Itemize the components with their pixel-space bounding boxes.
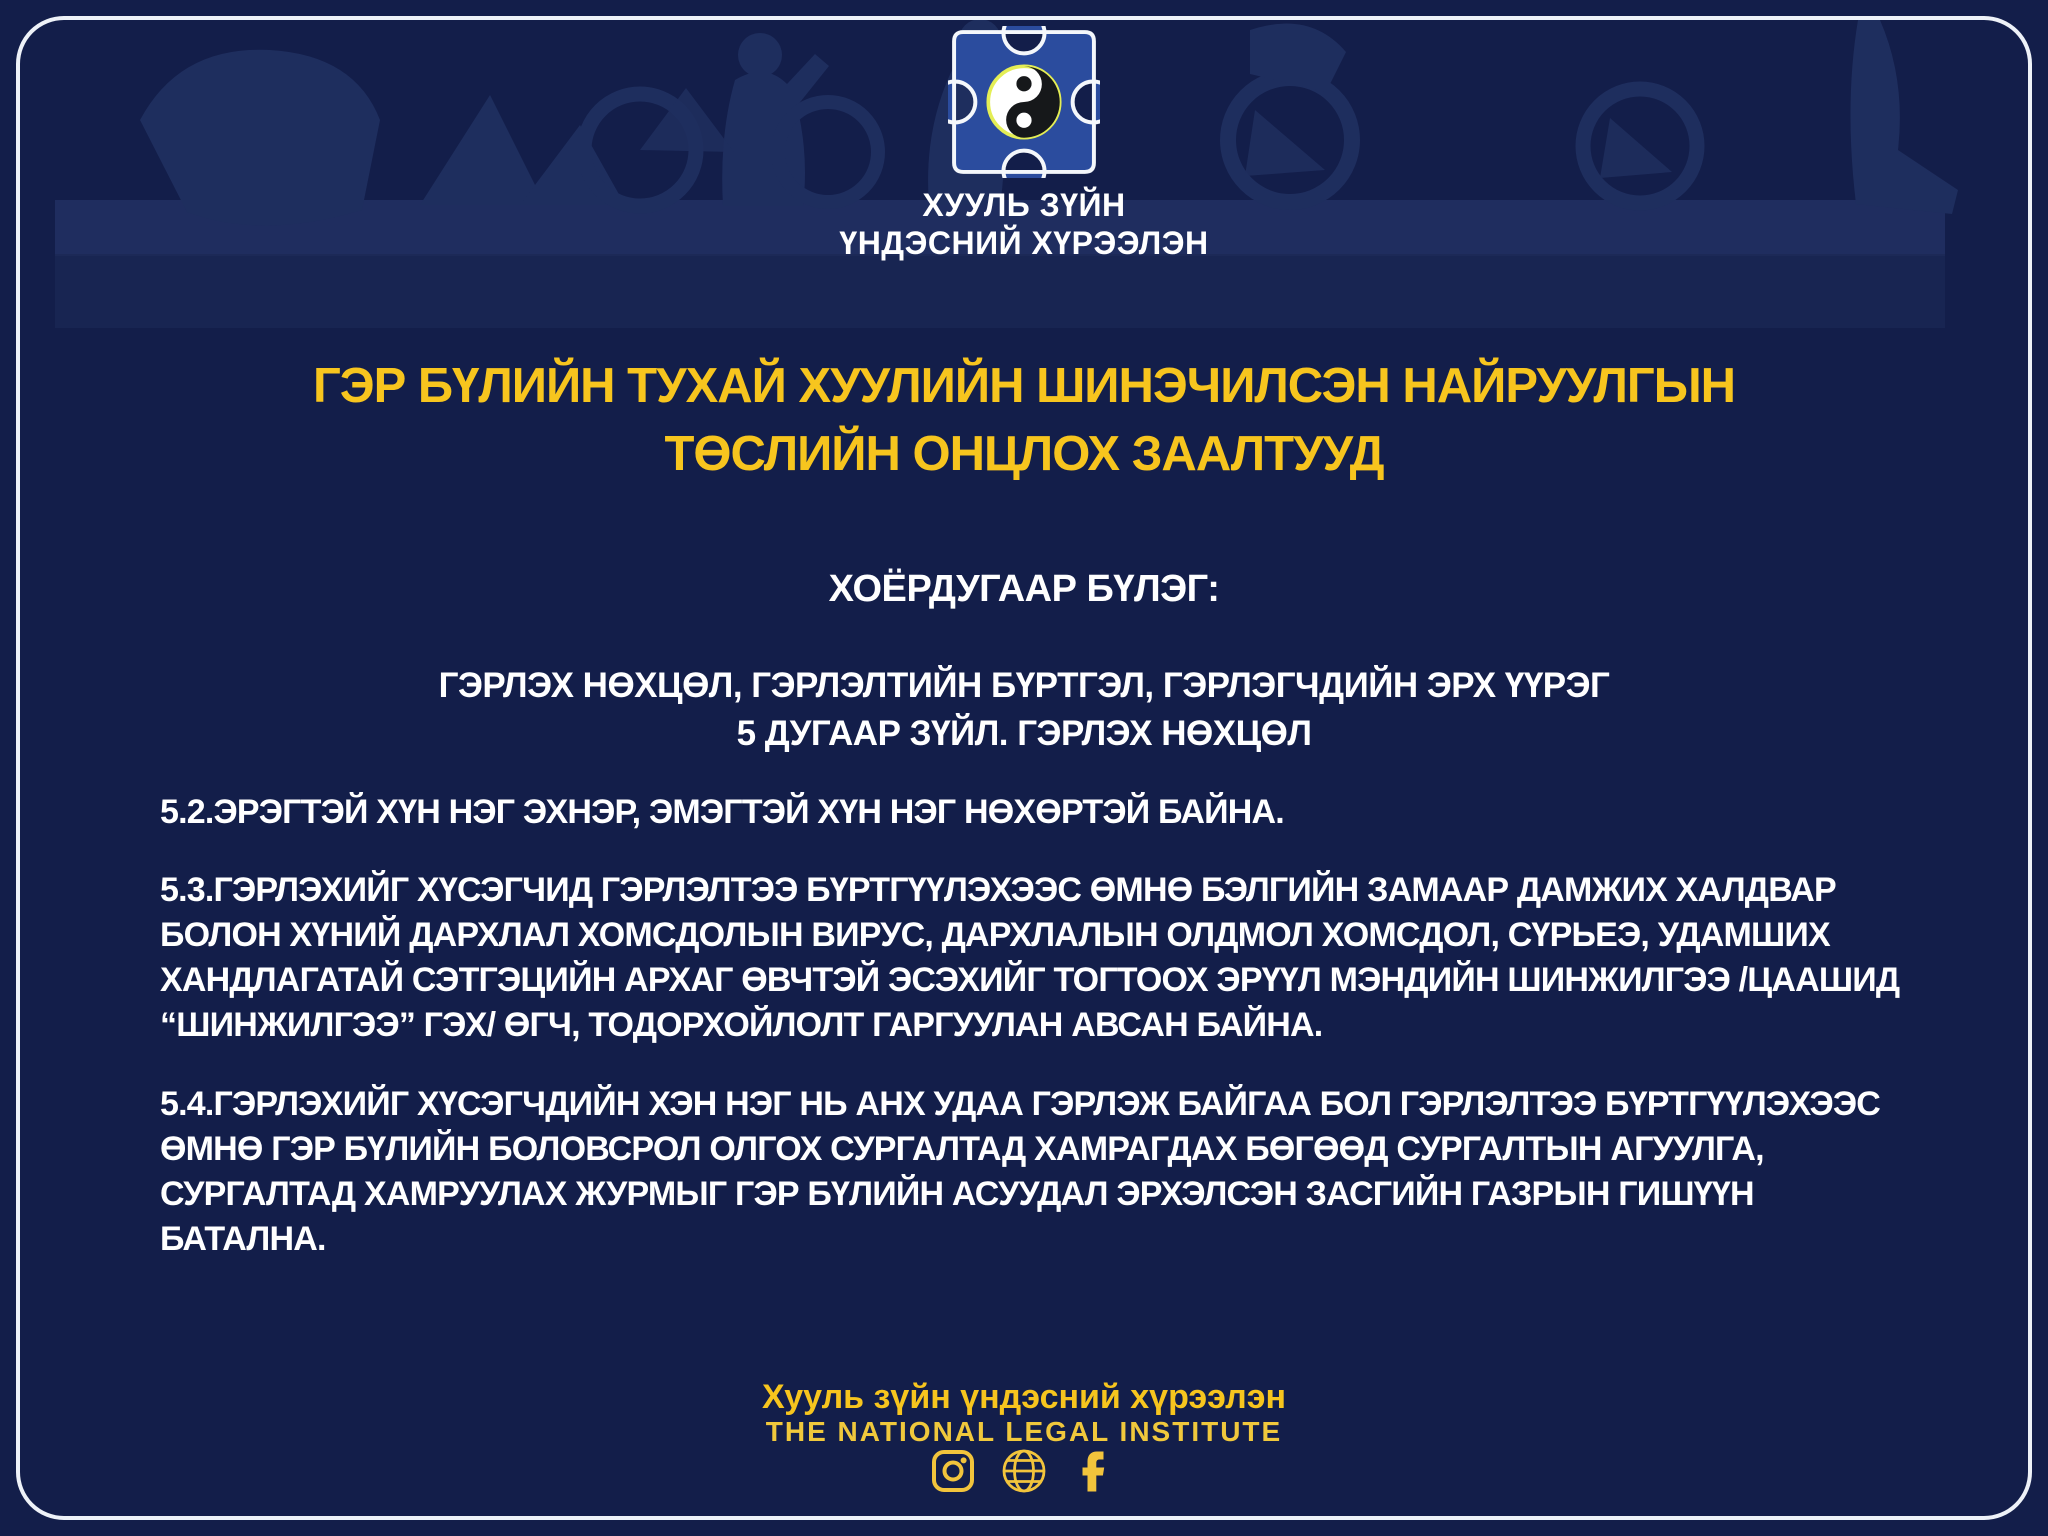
footer-org-name-en: THE NATIONAL LEGAL INSTITUTE bbox=[765, 1416, 1283, 1447]
facebook-icon[interactable] bbox=[1073, 1449, 1117, 1493]
paragraph-5-2: 5.2.ЭРЭГТЭЙ ХҮН НЭГ ЭХНЭР, ЭМЭГТЭЙ ХҮН НЭГ НӨХӨРТЭЙ БАЙНА. bbox=[160, 793, 1284, 831]
section-subtitles bbox=[0, 662, 2048, 758]
page-title-line2: ТӨСЛИЙН ОНЦЛОХ ЗААЛТУУД bbox=[664, 427, 1384, 481]
instagram-icon[interactable] bbox=[931, 1449, 975, 1493]
org-name-line2: ҮНДЭСНИЙ ХҮРЭЭЛЭН bbox=[839, 225, 1209, 261]
paragraph-5-4: 5.4.ГЭРЛЭХИЙГ ХҮСЭГЧДИЙН ХЭН НЭГ НЬ АНХ УДАА ГЭРЛЭЖ БАЙГАА БОЛ ГЭРЛЭЛТЭЭ БҮРТГҮҮЛЭХЭЭС ӨМНӨ ГЭР БҮЛИЙН БОЛОВСРОЛ ОЛГОХ СУРГАЛТАД ХАМРАГДАХ БӨГӨӨД СУРГАЛТЫН АГУУЛГА, СУРГАЛТАД ХАМРУУЛАХ ЖУРМЫГ ГЭР БҮЛИЙН АСУУДАЛ ЭРХЭЛСЭН ЗАСГИЙН ГАЗРЫН ГИШҮҮН БАТАЛНА. bbox=[160, 1085, 1881, 1258]
puzzle-yin-yang-logo-icon bbox=[948, 26, 1100, 178]
globe-icon[interactable] bbox=[1001, 1448, 1047, 1494]
paragraph-5-3: 5.3.ГЭРЛЭХИЙГ ХҮСЭГЧИД ГЭРЛЭЛТЭЭ БҮРТГҮҮЛЭХЭЭС ӨМНӨ БЭЛГИЙН ЗАМААР ДАМЖИХ ХАЛДВАР БОЛОН ХҮНИЙ ДАРХЛАЛ ХОМСДОЛЫН ВИРУС, ДАРХЛАЛЫН ОЛДМОЛ ХОМСДОЛ, СҮРЬЕЭ, УДАМШИХ ХАНДЛАГАТАЙ СЭТГЭЦИЙН АРХАГ ӨВЧТЭЙ ЭСЭХИЙГ ТОГТООХ ЭРҮҮЛ МЭНДИЙН ШИНЖИЛГЭЭ /ЦААШИД “ШИНЖИЛГЭЭ” ГЭХ/ ӨГЧ, ТОДОРХОЙЛОЛТ ГАРГУУЛАН АВСАН БАЙНА. bbox=[160, 871, 1900, 1044]
social-icons-row bbox=[0, 1448, 2048, 1494]
section-subtitle-1: ГЭРЛЭХ НӨХЦӨЛ, ГЭРЛЭЛТИЙН БҮРТГЭЛ, ГЭРЛЭГЧДИЙН ЭРХ ҮҮРЭГ bbox=[438, 666, 1610, 705]
chapter-heading: ХОЁРДУГААР БҮЛЭГ: bbox=[828, 568, 1220, 610]
org-name-line1: ХУУЛЬ ЗҮЙН bbox=[922, 187, 1126, 223]
org-name bbox=[0, 186, 2048, 262]
logo-container bbox=[0, 26, 2048, 178]
page-title-line1: ГЭР БҮЛИЙН ТУХАЙ ХУУЛИЙН ШИНЭЧИЛСЭН НАЙРУУЛГЫН bbox=[312, 359, 1736, 413]
page-title bbox=[0, 352, 2048, 488]
footer-org-name-mn: Хууль зүйн үндэсний хүрээлэн bbox=[761, 1378, 1287, 1416]
section-subtitle-2: 5 ДУГААР ЗҮЙЛ. ГЭРЛЭХ НӨХЦӨЛ bbox=[736, 714, 1312, 753]
